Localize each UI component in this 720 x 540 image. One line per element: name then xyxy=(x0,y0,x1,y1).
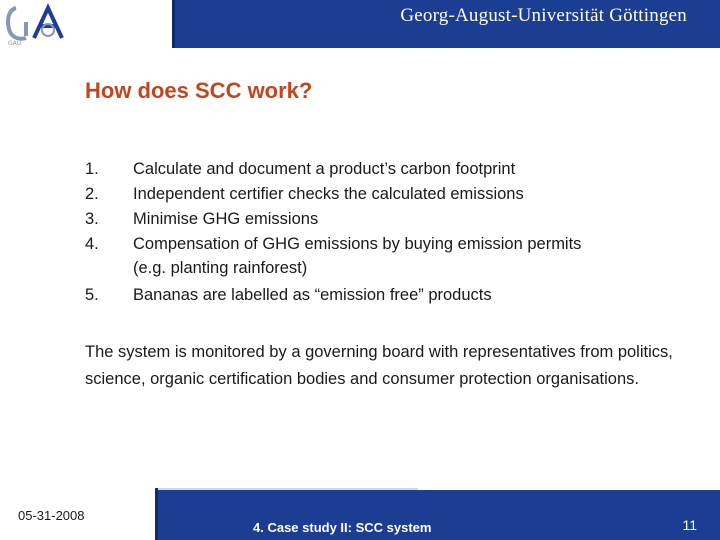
list-item xyxy=(85,157,695,182)
slide-title: How does SCC work? xyxy=(85,78,313,103)
footer-bar xyxy=(158,490,720,540)
step-text: Compensation of GHG emissions by buying emission permits xyxy=(133,235,582,253)
logo-area xyxy=(0,0,77,48)
list-item xyxy=(85,232,695,280)
step-number: 5. xyxy=(85,286,99,304)
svg-text:GAU: GAU xyxy=(8,40,22,46)
step-text-continuation: (e.g. planting rainforest) xyxy=(133,259,308,277)
footer-section-title: 4. Case study II: SCC system xyxy=(253,520,432,535)
step-text: Bananas are labelled as “emission free” products xyxy=(133,286,492,304)
header-divider xyxy=(172,0,175,48)
step-number: 1. xyxy=(85,160,99,178)
step-number: 2. xyxy=(85,185,99,203)
step-text: Calculate and document a product’s carbon footprint xyxy=(133,160,516,178)
step-text: Minimise GHG emissions xyxy=(133,210,319,228)
step-text: Independent certifier checks the calculated emissions xyxy=(133,185,524,203)
step-number: 4. xyxy=(85,235,99,253)
university-seal-logo xyxy=(4,2,72,46)
institution-name: Georg-August-Universität Göttingen xyxy=(400,5,687,26)
page-number: 11 xyxy=(682,517,697,533)
steps-list xyxy=(85,157,695,308)
summary-paragraph: The system is monitored by a governing board with representatives from politics, science, organic certification bodies and consumer protection organisations. xyxy=(85,343,673,388)
header-spacer xyxy=(77,0,172,48)
list-item xyxy=(85,182,695,207)
list-item xyxy=(85,283,695,308)
header-bar xyxy=(0,0,720,48)
list-item xyxy=(85,207,695,232)
footer-date: 05-31-2008 xyxy=(18,508,85,523)
step-number: 3. xyxy=(85,210,99,228)
